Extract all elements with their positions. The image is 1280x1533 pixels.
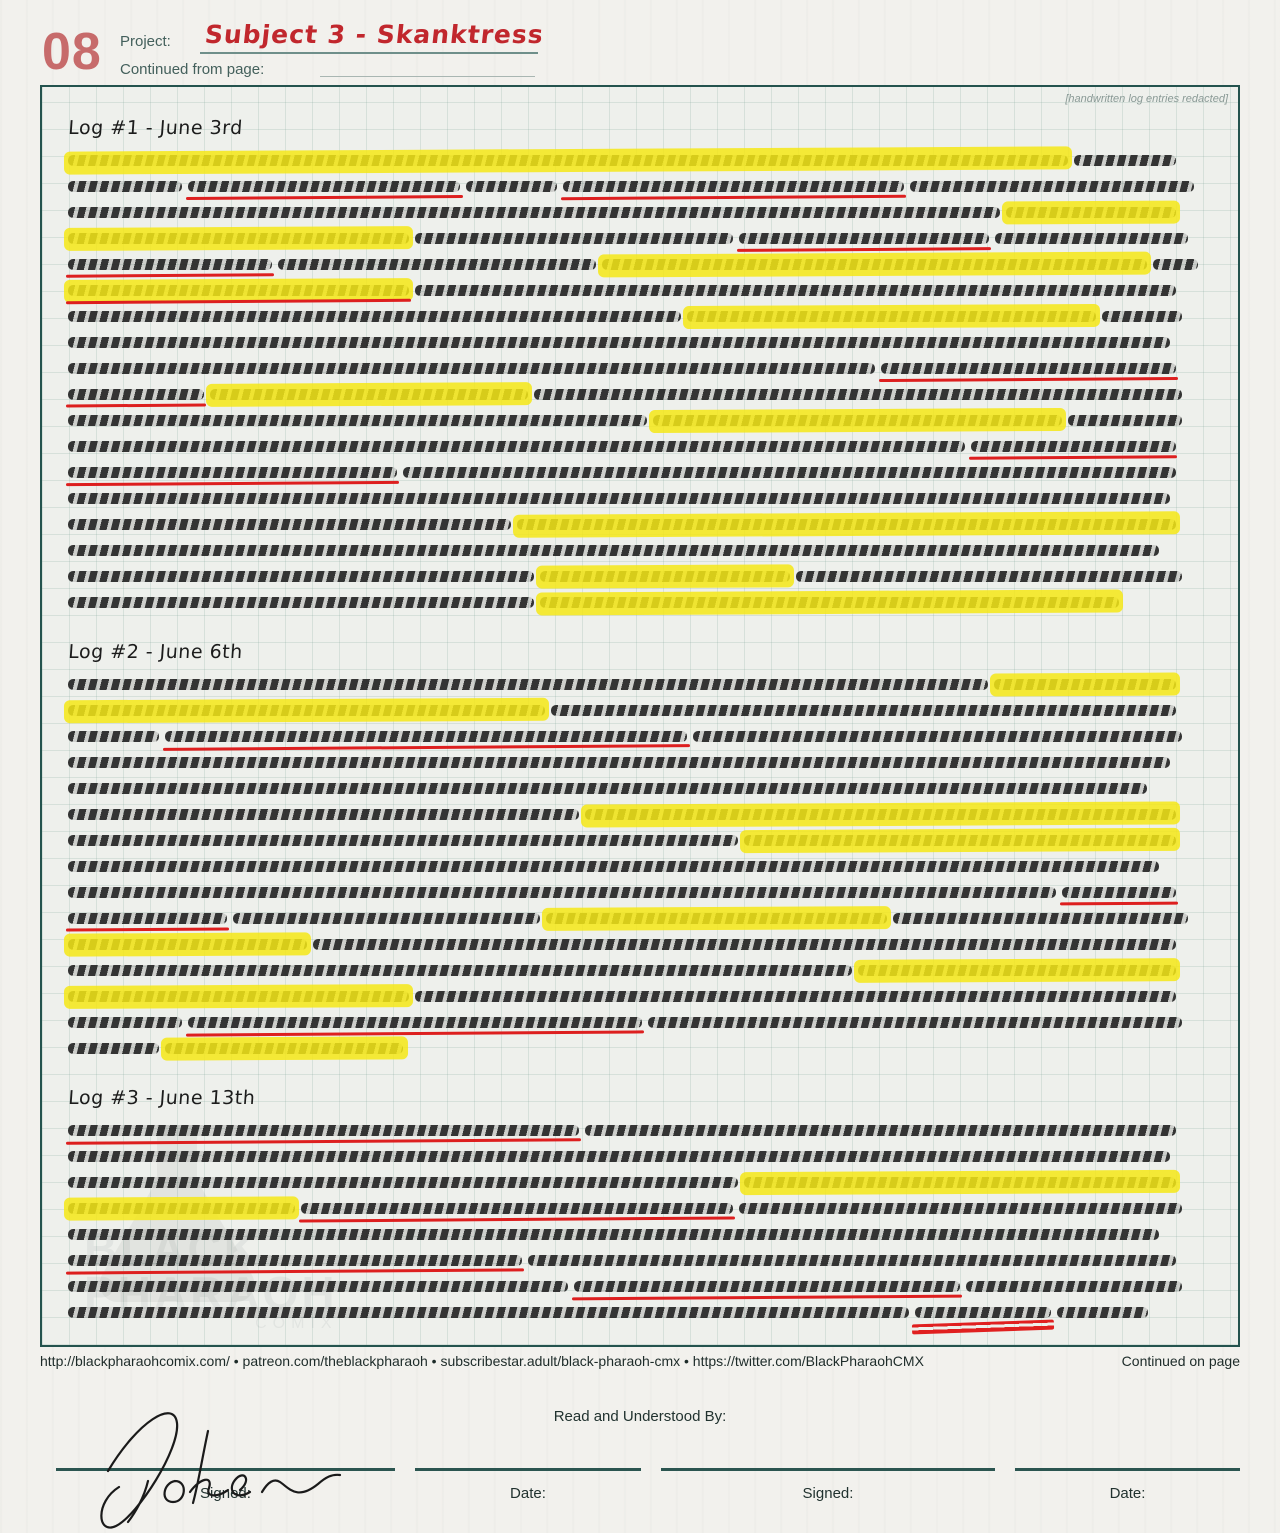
redacted-handwriting-line xyxy=(68,225,1204,251)
project-title: Subject 3 - Skanktress xyxy=(203,20,546,49)
date-line-2[interactable] xyxy=(1015,1468,1240,1471)
log-notebook-sheet xyxy=(40,85,1240,1347)
redacted-text xyxy=(68,679,988,690)
redacted-text xyxy=(313,939,1176,950)
continued-on-label: Continued on page xyxy=(1121,1353,1240,1369)
red-underlined-redacted-text xyxy=(915,1307,1051,1318)
highlighted-redacted-text xyxy=(68,705,545,716)
signed-label-1: Signed: xyxy=(200,1485,251,1502)
red-underlined-redacted-text xyxy=(68,389,204,400)
redacted-handwriting-line xyxy=(68,485,1204,511)
redacted-text xyxy=(585,1125,1176,1136)
redacted-text xyxy=(68,493,1170,504)
watermark-line3: COMIX xyxy=(255,1315,338,1332)
redacted-text xyxy=(1153,259,1198,270)
highlighted-redacted-text xyxy=(165,1043,404,1054)
redacted-handwriting-line xyxy=(68,957,1204,983)
redacted-handwriting-line xyxy=(68,879,1204,905)
red-underlined-redacted-text xyxy=(68,467,397,478)
page-number: 08 xyxy=(42,23,102,81)
redacted-text xyxy=(693,731,1181,742)
highlighted-redacted-text xyxy=(540,571,790,582)
redacted-text xyxy=(534,389,1182,400)
red-underlined-redacted-text xyxy=(165,731,688,742)
red-underlined-redacted-text xyxy=(563,181,904,192)
joker-signature xyxy=(78,1393,348,1533)
redacted-text xyxy=(68,861,1159,872)
redacted-handwriting-line xyxy=(68,277,1204,303)
redacted-handwriting-line xyxy=(68,433,1204,459)
redacted-text xyxy=(68,337,1170,348)
date-label-2: Date: xyxy=(1109,1485,1146,1502)
redacted-handwriting-line xyxy=(68,303,1204,329)
redacted-text xyxy=(68,1177,738,1188)
date-field-2[interactable] xyxy=(1015,1468,1240,1502)
redacted-text xyxy=(910,181,1194,192)
redacted-text xyxy=(68,441,965,452)
redacted-text xyxy=(68,1017,182,1028)
redacted-text xyxy=(68,363,875,374)
red-underlined-redacted-text xyxy=(68,913,227,924)
redacted-handwriting-line xyxy=(68,1009,1204,1035)
redacted-text xyxy=(68,835,738,846)
redacted-text xyxy=(68,207,1000,218)
red-underlined-redacted-text xyxy=(739,233,989,244)
redacted-text xyxy=(68,1151,1170,1162)
red-underlined-redacted-text xyxy=(301,1203,733,1214)
highlighted-redacted-text xyxy=(210,389,528,400)
redacted-text xyxy=(68,783,1147,794)
signed-label-2: Signed: xyxy=(802,1485,854,1502)
red-underlined-redacted-text xyxy=(188,181,461,192)
redacted-handwriting-line xyxy=(68,589,1204,615)
highlighted-redacted-text xyxy=(858,965,1176,976)
redacted-text xyxy=(466,181,557,192)
redacted-text xyxy=(68,1229,1159,1240)
redacted-handwriting-line xyxy=(68,329,1204,355)
log-heading: Log #1 - June 3rd xyxy=(67,117,244,139)
redacted-text xyxy=(68,181,182,192)
highlighted-redacted-text xyxy=(68,939,307,950)
redacted-handwriting-line xyxy=(68,697,1204,723)
redacted-text xyxy=(68,597,534,608)
redacted-handwriting-line xyxy=(68,775,1204,801)
redacted-text xyxy=(403,467,1175,478)
highlighted-redacted-text xyxy=(68,233,409,244)
redacted-text xyxy=(415,233,733,244)
project-title-underline xyxy=(200,52,538,54)
highlighted-redacted-text xyxy=(653,415,1062,426)
redacted-text xyxy=(68,571,534,582)
redacted-text xyxy=(68,311,681,322)
redacted-text xyxy=(796,571,1182,582)
redacted-handwriting-line xyxy=(68,801,1204,827)
redacted-handwriting-line xyxy=(68,355,1204,381)
redacted-text xyxy=(68,809,579,820)
red-underlined-redacted-text xyxy=(68,1125,579,1136)
highlighted-redacted-text xyxy=(68,285,409,296)
redacted-handwriting-line xyxy=(68,173,1204,199)
redacted-text xyxy=(995,233,1188,244)
red-underlined-redacted-text xyxy=(881,363,1176,374)
redacted-text xyxy=(68,519,511,530)
redacted-handwriting-line xyxy=(68,723,1204,749)
signed-line-2[interactable] xyxy=(661,1468,995,1471)
highlighted-redacted-text xyxy=(68,155,1068,166)
red-underlined-redacted-text xyxy=(574,1281,960,1292)
red-underlined-redacted-text xyxy=(971,441,1175,452)
redacted-text xyxy=(68,1043,159,1054)
redacted-text xyxy=(1102,311,1182,322)
redacted-text xyxy=(415,991,1176,1002)
redacted-text xyxy=(966,1281,1182,1292)
redacted-handwriting-line xyxy=(68,407,1204,433)
redacted-handwriting-line xyxy=(68,671,1204,697)
log-entry xyxy=(68,117,1204,615)
log-heading: Log #2 - June 6th xyxy=(67,641,244,663)
redacted-handwriting-line xyxy=(68,511,1204,537)
redacted-handwriting-line xyxy=(68,459,1204,485)
redacted-handwriting-line xyxy=(68,563,1204,589)
redacted-handwriting-line xyxy=(68,827,1204,853)
redacted-text xyxy=(415,285,1176,296)
log-entry xyxy=(68,641,1204,1061)
highlighted-redacted-text xyxy=(1006,207,1176,218)
redacted-handwriting-line xyxy=(68,983,1204,1009)
highlighted-redacted-text xyxy=(994,679,1176,690)
project-label: Project: xyxy=(120,33,171,50)
redacted-text xyxy=(1057,1307,1148,1318)
red-underlined-redacted-text xyxy=(188,1017,642,1028)
red-underlined-redacted-text xyxy=(1062,887,1176,898)
redacted-text xyxy=(68,887,1056,898)
redacted-text xyxy=(1068,415,1182,426)
continued-from-blank-line xyxy=(320,76,535,77)
redacted-text xyxy=(893,913,1188,924)
redacted-handwriting-line xyxy=(68,931,1204,957)
redacted-handwriting-line xyxy=(68,537,1204,563)
date-label-1: Date: xyxy=(510,1485,546,1502)
redacted-text xyxy=(68,545,1159,556)
highlighted-redacted-text xyxy=(744,835,1176,846)
log-heading: Log #3 - June 13th xyxy=(67,1087,257,1109)
redacted-handwriting-line xyxy=(68,1195,1204,1221)
redacted-text xyxy=(68,1281,568,1292)
redacted-text xyxy=(1074,155,1176,166)
redaction-note: [handwritten log entries redacted] xyxy=(1065,93,1228,105)
redacted-text xyxy=(68,731,159,742)
redacted-text xyxy=(551,705,1176,716)
red-underlined-redacted-text xyxy=(68,259,272,270)
highlighted-redacted-text xyxy=(540,597,1119,608)
redacted-handwriting-line xyxy=(68,905,1204,931)
redacted-text xyxy=(68,965,852,976)
redacted-text xyxy=(68,1307,909,1318)
redacted-text xyxy=(68,415,647,426)
redacted-text xyxy=(233,913,540,924)
highlighted-redacted-text xyxy=(687,311,1096,322)
redacted-handwriting-line xyxy=(68,251,1204,277)
publisher-links: http://blackpharaohcomix.com/ • patreon.com/theblackpharaoh • subscribestar.adult/black-pharaoh-cmx • https://twitter.com/BlackPharaohCMX xyxy=(40,1353,924,1369)
redacted-handwriting-line xyxy=(68,199,1204,225)
redacted-handwriting-line xyxy=(68,381,1204,407)
signed-field-2[interactable] xyxy=(661,1468,995,1502)
highlighted-redacted-text xyxy=(602,259,1147,270)
redacted-text xyxy=(648,1017,1182,1028)
redacted-text xyxy=(278,259,596,270)
redacted-handwriting-line xyxy=(68,749,1204,775)
date-field-1[interactable] xyxy=(415,1468,641,1502)
read-understood-label: Read and Understood By: xyxy=(553,1408,727,1425)
redacted-text xyxy=(528,1255,1176,1266)
highlighted-redacted-text xyxy=(546,913,887,924)
redacted-text xyxy=(739,1203,1182,1214)
redacted-handwriting-line xyxy=(68,1035,1204,1061)
highlighted-redacted-text xyxy=(68,1203,295,1214)
date-line-1[interactable] xyxy=(415,1468,641,1471)
continued-from-label: Continued from page: xyxy=(120,61,265,78)
highlighted-redacted-text xyxy=(517,519,1176,530)
red-underlined-redacted-text xyxy=(68,1255,522,1266)
highlighted-redacted-text xyxy=(744,1177,1176,1188)
redacted-text xyxy=(68,757,1170,768)
redacted-handwriting-line xyxy=(68,147,1204,173)
highlighted-redacted-text xyxy=(585,809,1176,820)
redacted-handwriting-line xyxy=(68,853,1204,879)
highlighted-redacted-text xyxy=(68,991,409,1002)
